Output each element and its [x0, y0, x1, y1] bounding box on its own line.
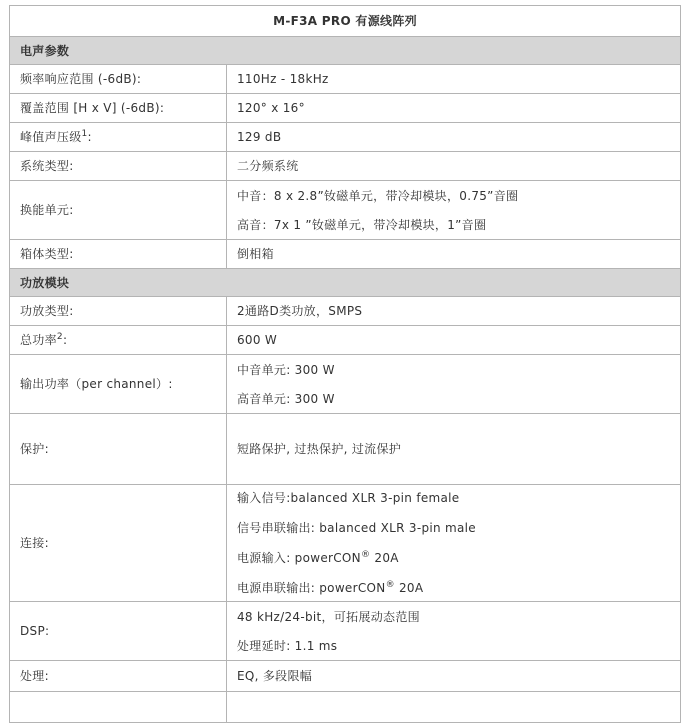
row-value: 二分频系统 [227, 152, 681, 181]
spec-table [9, 5, 681, 723]
value-line: 48 kHz/24-bit，可拓展动态范围 [237, 609, 420, 624]
title-row [10, 6, 681, 37]
row-value [227, 602, 681, 661]
row-label-empty [10, 692, 227, 723]
section-title-amplifier: 功放模块 [10, 269, 681, 297]
value-line [237, 580, 680, 596]
table-row [10, 65, 681, 94]
row-value-empty [227, 692, 681, 723]
label-text: 峰值声压级 [20, 130, 82, 144]
table-row [10, 661, 681, 692]
row-value: 倒相箱 [227, 240, 681, 269]
value-line: 高音：7x 1 ”钕磁单元，带冷却模块，1”音圈 [237, 217, 487, 232]
row-label: DSP: [10, 602, 227, 661]
table-row [10, 602, 681, 661]
value-suffix: 20A [370, 551, 399, 565]
value-text: 电源输入: powerCON [237, 551, 361, 565]
footnote-marker: 1 [81, 129, 88, 139]
row-label: 处理: [10, 661, 227, 692]
value-line: 处理延时: 1.1 ms [237, 638, 338, 653]
table-row [10, 181, 681, 240]
table-row [10, 297, 681, 326]
label-colon: : [62, 333, 68, 347]
registered-mark: ® [385, 580, 395, 590]
section-header [10, 269, 681, 297]
row-label: 连接: [10, 485, 227, 602]
label-colon: : [87, 130, 92, 144]
table-row [10, 414, 681, 485]
row-value: 129 dB [227, 123, 681, 152]
table-row [10, 485, 681, 602]
row-label: 频率响应范围 (-6dB): [10, 65, 227, 94]
value-line: 高音单元: 300 W [237, 391, 335, 406]
row-label: 输出功率（per channel）: [10, 355, 227, 414]
row-value: EQ, 多段限幅 [227, 661, 681, 692]
row-value: 110Hz - 18kHz [227, 65, 681, 94]
row-value [227, 485, 681, 602]
registered-mark: ® [360, 550, 371, 560]
table-row [10, 123, 681, 152]
table-row [10, 240, 681, 269]
row-value [227, 181, 681, 240]
table-row [10, 355, 681, 414]
table-row [10, 152, 681, 181]
section-header [10, 37, 681, 65]
row-label: 功放类型: [10, 297, 227, 326]
row-value [227, 355, 681, 414]
value-line [237, 550, 680, 566]
table-row [10, 94, 681, 123]
value-line: 中音单元: 300 W [237, 362, 335, 377]
row-label: 系统类型: [10, 152, 227, 181]
table-row-partial [10, 692, 681, 723]
value-text: 电源串联输出: powerCON [237, 581, 386, 595]
row-label [10, 123, 227, 152]
table-title: M-F3A PRO 有源线阵列 [10, 6, 681, 37]
row-value: 120° x 16° [227, 94, 681, 123]
footnote-marker: 2 [56, 332, 63, 342]
row-value: 2通路D类功放，SMPS [227, 297, 681, 326]
row-label: 保护: [10, 414, 227, 485]
row-label: 换能单元: [10, 181, 227, 240]
label-text: 总功率 [20, 333, 57, 347]
value-line: 中音：8 x 2.8”钕磁单元，带冷却模块，0.75”音圈 [237, 188, 519, 203]
value-suffix: 20A [394, 581, 424, 595]
row-label: 箱体类型: [10, 240, 227, 269]
row-value: 短路保护, 过热保护, 过流保护 [227, 414, 681, 485]
section-title-electroacoustic: 电声参数 [10, 37, 681, 65]
row-value: 600 W [227, 326, 681, 355]
row-label: 覆盖范围 [H x V] (-6dB): [10, 94, 227, 123]
value-line: 输入信号:balanced XLR 3-pin female [237, 491, 460, 505]
table-row [10, 326, 681, 355]
value-line: 信号串联输出: balanced XLR 3-pin male [237, 521, 476, 535]
row-label [10, 326, 227, 355]
